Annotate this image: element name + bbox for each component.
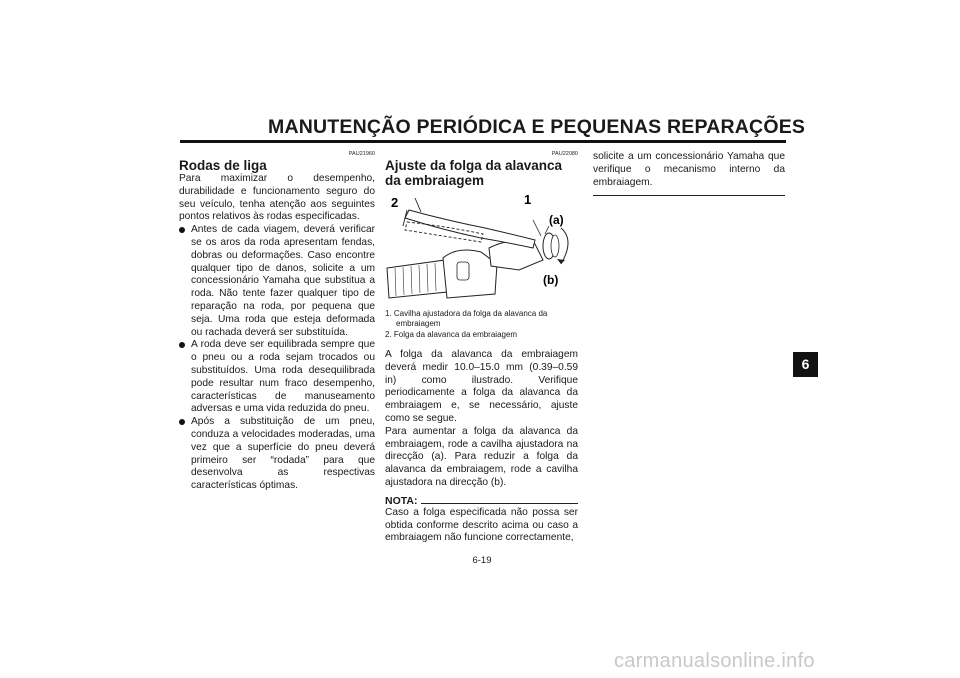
section-code: PAU21960: [348, 151, 375, 157]
column-left: [179, 151, 375, 493]
bullet-icon: [179, 227, 185, 233]
figure-caption: 1. Cavilha ajustadora da folga da alavanca da embraiagem: [385, 309, 548, 328]
note-continuation: solicite a um concessionário Yamaha que verifique o mecanismo interno da embraiagem.: [593, 151, 785, 188]
figure-label-2: 2: [391, 195, 399, 210]
header-rule: [180, 140, 786, 143]
page-number: 6-19: [472, 555, 492, 566]
note-text: Caso a folga especificada não possa ser obtida conforme descrito acima ou caso a embraiagem não funcione correctamente,: [385, 506, 578, 544]
body-paragraph: Para aumentar a folga da alavanca da embraiagem, rode a cavilha ajustadora na direcção (a). Para reduzir a folga da alavanca da embraiagem, rode a cavilha ajustadora na direcção (b).: [385, 425, 578, 488]
figure-label-1: 1: [524, 192, 532, 207]
bullet-icon: [179, 419, 185, 425]
watermark: carmanualsonline.info: [614, 650, 815, 672]
figure-label-a: (a): [549, 213, 564, 227]
column-right: [593, 151, 785, 196]
bullet-list: [179, 224, 375, 493]
section-title: Ajuste da folga da alavanca da embraiagem: [385, 158, 563, 188]
section-intro: Para maximizar o desempenho, durabilidade e funcionamento seguro do seu veículo, tenha atenção aos seguintes pontos relativos às rodas especificadas.: [179, 173, 375, 223]
bullet-item: A roda deve ser equilibrada sempre que o pneu ou a roda sejam trocados ou substituídos. Uma roda desequilibrada pode resultar num fraco desempenho, características de manuseamento adversas e uma vida reduzida do pneu.: [179, 339, 375, 416]
bullet-item: Após a substituição de um pneu, conduza a velocidades moderadas, uma vez que a superfície do pneu deverá primeiro ser “rodada” para que desenvolva as respectivas características óptimas.: [179, 416, 375, 493]
note-label: NOTA:: [385, 494, 418, 507]
bullet-item: Antes de cada viagem, deverá verificar se os aros da roda apresentam fendas, dobras ou deformações. Caso encontre qualquer tipo de danos, solicite a um concessionário Yamaha que substitua a roda. Não tente fazer qualquer tipo de reparação na roda, por pequena que seja. Uma roda que esteja deformada ou rachada deverá ser substituída.: [179, 224, 375, 339]
column-middle: [385, 151, 578, 545]
section-code: PAU22080: [551, 151, 578, 157]
figure-label-b: (b): [543, 273, 559, 287]
clutch-lever: [405, 210, 535, 248]
note-header: [385, 495, 578, 507]
page-header-title: MANUTENÇÃO PERIÓDICA E PEQUENAS REPARAÇÕES: [268, 116, 806, 138]
note-rule: [421, 503, 578, 504]
clutch-lever-illustration: [385, 190, 578, 300]
section-title: Rodas de liga: [179, 158, 267, 173]
lever-bracket: [489, 241, 543, 270]
chapter-tab: 6: [793, 352, 818, 377]
note-end-rule: [593, 195, 785, 196]
figure-caption: 2. Folga da alavanca da embraiagem: [385, 330, 518, 339]
body-paragraph: A folga da alavanca da embraiagem deverá medir 10.0–15.0 mm (0.39–0.59 in) como ilustrado. Verifique periodicamente a folga da alavanca da embraiagem e, se necessário, ajuste como se segue.: [385, 349, 578, 424]
switch-housing: [443, 250, 497, 298]
bullet-icon: [179, 342, 185, 348]
